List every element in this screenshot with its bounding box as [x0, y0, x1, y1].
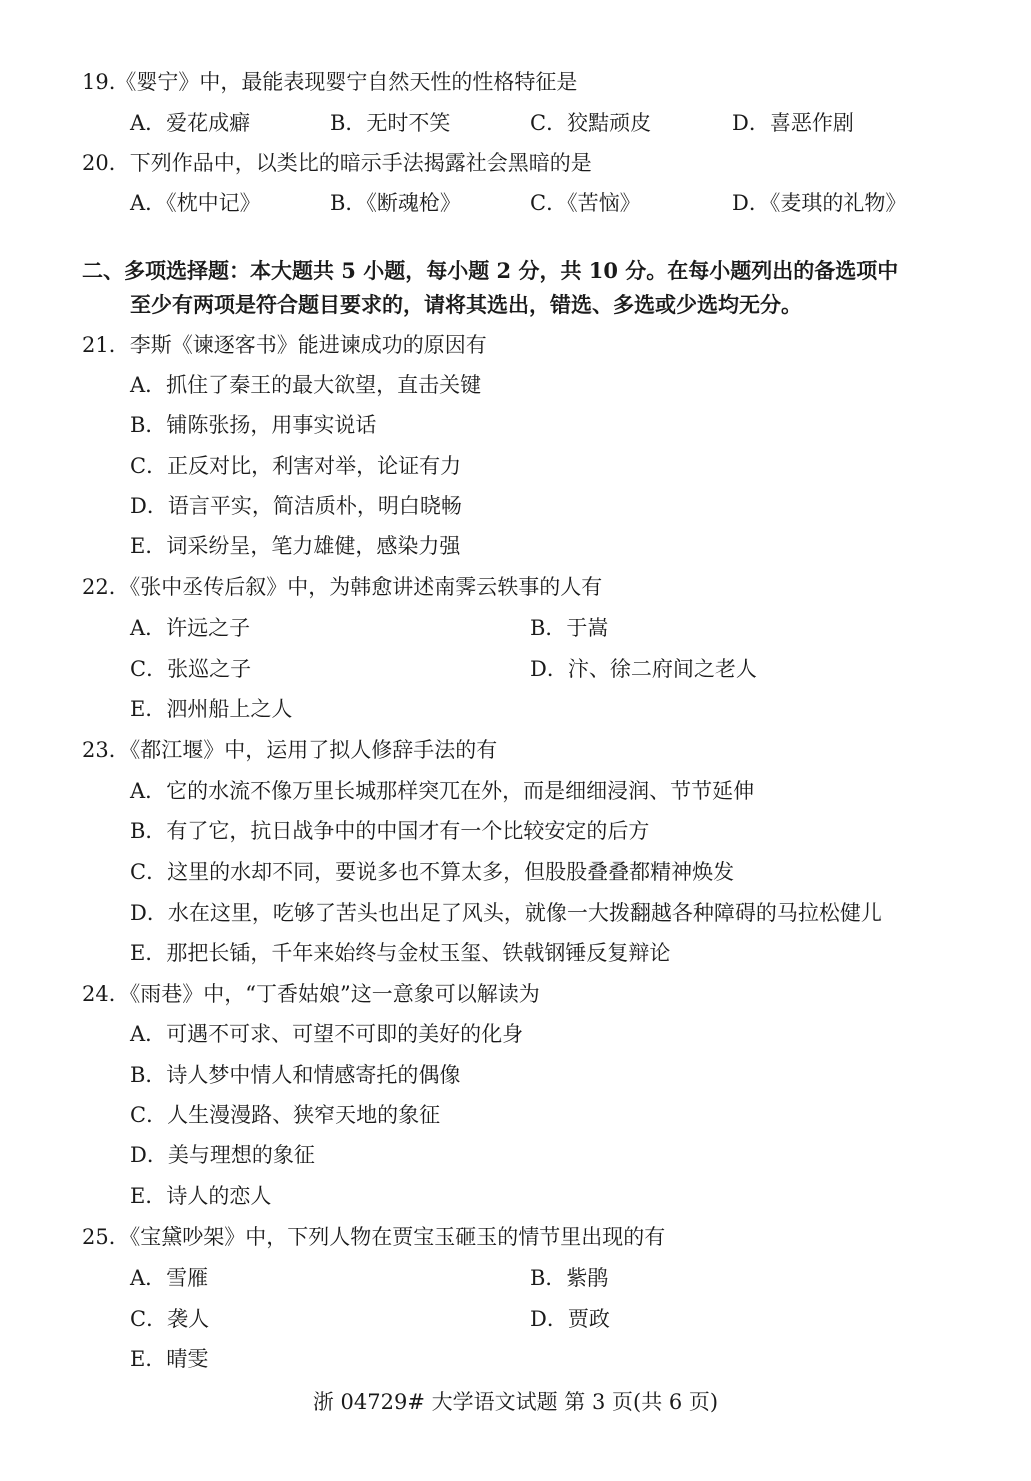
q25-option-e: E．晴雯: [130, 1347, 209, 1371]
q23-option-e: E．那把长锸，千年来始终与金杖玉玺、铁戟钢锤反复辩论: [130, 941, 671, 965]
q21-option-a: A．抓住了秦王的最大欲望，直击关键: [130, 373, 482, 397]
q24-option-e: E．诗人的恋人: [130, 1184, 272, 1208]
q24-option-a: A．可遇不可求、可望不可即的美好的化身: [130, 1022, 524, 1046]
question-20-options: [130, 189, 930, 217]
question-21-stem: 21．李斯《谏逐客书》能进谏成功的原因有: [82, 333, 487, 357]
q25-option-d: D．贾政: [530, 1307, 610, 1331]
question-19-options: [130, 109, 930, 137]
q23-option-c: C．这里的水却不同，要说多也不算太多，但股股叠叠都精神焕发: [130, 860, 735, 884]
q22-option-a: A．许远之子: [130, 616, 251, 640]
q19-option-d: D．喜恶作剧: [732, 111, 854, 135]
q22-option-d: D．汴、徐二府间之老人: [530, 657, 757, 681]
q20-option-c: C．《苦恼》: [530, 191, 641, 215]
q21-option-d: D．语言平实，简洁质朴，明白晓畅: [130, 494, 462, 518]
q19-option-a: A．爱花成癖: [130, 111, 251, 135]
q20-option-a: A．《枕中记》: [130, 191, 261, 215]
q22-option-c: C．张巡之子: [130, 657, 252, 681]
q21-option-c: C．正反对比，利害对举，论证有力: [130, 454, 462, 478]
question-20-stem: 20．下列作品中，以类比的暗示手法揭露社会黑暗的是: [82, 151, 592, 175]
q20-option-b: B．《断魂枪》: [330, 191, 461, 215]
question-22-stem: 22．《张中丞传后叙》中，为韩愈讲述南霁云轶事的人有: [82, 575, 603, 599]
q24-option-c: C．人生漫漫路、狭窄天地的象征: [130, 1103, 441, 1127]
q24-option-b: B．诗人梦中情人和情感寄托的偶像: [130, 1063, 461, 1087]
q25-option-b: B．紫鹃: [530, 1266, 609, 1290]
question-23-stem: 23．《都江堰》中，运用了拟人修辞手法的有: [82, 738, 498, 762]
section-2-heading-line-1: 二、多项选择题：本大题共 5 小题，每小题 2 分，共 10 分。在每小题列出的备选项中: [82, 258, 899, 283]
q24-option-d: D．美与理想的象征: [130, 1143, 315, 1167]
q21-option-b: B．铺陈张扬，用事实说话: [130, 413, 377, 437]
q22-option-e: E．泗州船上之人: [130, 697, 293, 721]
q22-option-b: B．于嵩: [530, 616, 609, 640]
question-24-stem: 24．《雨巷》中，“丁香姑娘”这一意象可以解读为: [82, 982, 540, 1006]
q19-option-b: B．无时不笑: [330, 111, 451, 135]
q20-option-d: D．《麦琪的礼物》: [732, 191, 907, 215]
q25-option-a: A．雪雁: [130, 1266, 209, 1290]
q23-option-b: B．有了它，抗日战争中的中国才有一个比较安定的后方: [130, 819, 650, 843]
q23-option-a: A．它的水流不像万里长城那样突兀在外，而是细细浸润、节节延伸: [130, 779, 755, 803]
q25-option-c: C．袭人: [130, 1307, 210, 1331]
question-25-stem: 25．《宝黛吵架》中，下列人物在贾宝玉砸玉的情节里出现的有: [82, 1225, 666, 1249]
q19-option-c: C．狡黠顽皮: [530, 111, 652, 135]
question-19-stem: 19.《婴宁》中，最能表现婴宁自然天性的性格特征是: [82, 70, 578, 94]
q21-option-e: E．词采纷呈，笔力雄健，感染力强: [130, 534, 461, 558]
q23-option-d: D．水在这里，吃够了苦头也出足了风头，就像一大拨翻越各种障碍的马拉松健儿: [130, 901, 882, 925]
page-footer: 浙 04729# 大学语文试题 第 3 页(共 6 页): [312, 1390, 719, 1414]
section-2-heading-line-2: 至少有两项是符合题目要求的，请将其选出，错选、多选或少选均无分。: [130, 292, 802, 317]
